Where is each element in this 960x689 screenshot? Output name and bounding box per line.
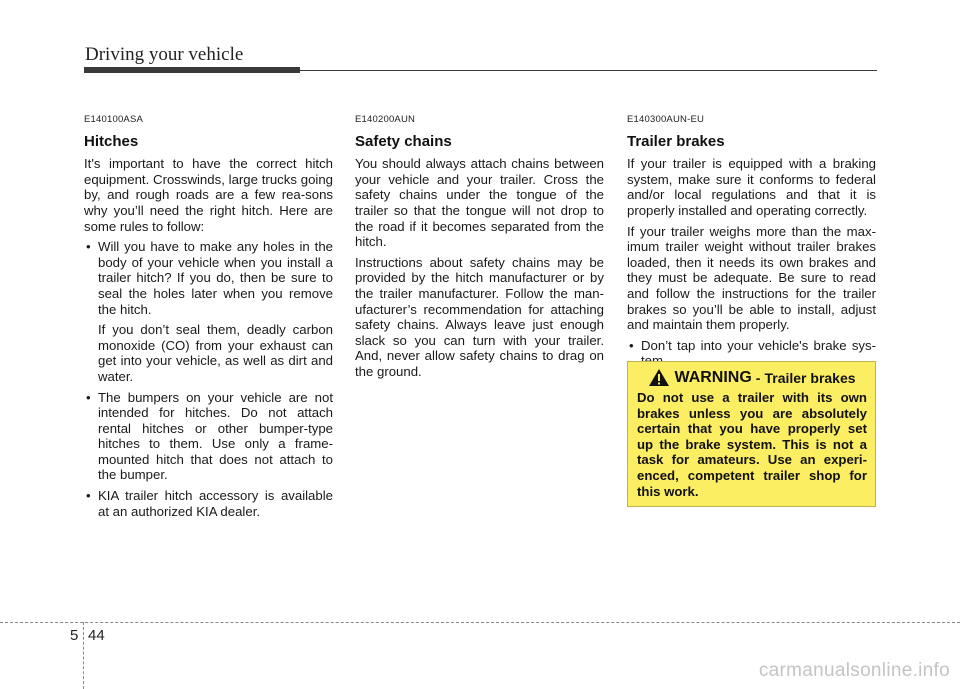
paragraph: It's important to have the correct hitch equipment. Crosswinds, large trucks going by, and rough roads are a few rea-sons why you’ll need the right hitch. Here are some rules to follow: bbox=[84, 156, 333, 234]
paragraph: You should always attach chains between your vehicle and your trailer. Cross the safety chains under the tongue of the trailer so that the tongue will not drop to the road if it becomes separated from the hitch. bbox=[355, 156, 604, 250]
section-heading-trailer-brakes: Trailer brakes bbox=[627, 132, 725, 150]
bullet-item bbox=[84, 390, 333, 484]
bullet-text: Will you have to make any holes in the body of your vehicle when you install a trailer hitch? If you do, then be sure to seal the holes later when you remove the hitch. bbox=[98, 239, 333, 317]
column-safety-chains bbox=[355, 112, 604, 385]
footer-rule bbox=[0, 622, 960, 623]
column-trailer-brakes bbox=[627, 112, 876, 374]
bullet-text: The bumpers on your vehicle are not intended for hitches. Do not attach rental hitches or other bumper-type hitches to them. Use only a frame-mounted hitch that does not attach to the bumper. bbox=[98, 389, 333, 483]
warning-label: WARNING bbox=[674, 368, 752, 386]
warning-triangle-icon bbox=[648, 368, 670, 387]
warning-subtitle: Trailer brakes bbox=[764, 369, 856, 386]
section-heading-hitches: Hitches bbox=[84, 132, 139, 150]
warning-box bbox=[627, 361, 876, 507]
paragraph: Instructions about safety chains may be provided by the hitch manufacturer or by the trailer manufacturer. Follow the man-ufacturer’s recommendation for attaching safety chains. Always leave just enough slack so you can turn with your trailer. And, never allow safety chains to drag on the ground. bbox=[355, 254, 604, 379]
header-rule-thin bbox=[300, 70, 877, 71]
header-rule-thick bbox=[84, 67, 300, 73]
watermark: carmanualsonline.info bbox=[758, 660, 950, 681]
warning-title bbox=[637, 368, 867, 387]
warning-text: Do not use a trailer with its own brakes unless you are absolutely certain that you have properly set up the brake system. This is not a task for amateurs. Use an experi-enced, competent trailer shop for this work. bbox=[637, 390, 867, 499]
section-heading-safety-chains: Safety chains bbox=[355, 132, 452, 150]
bullet-item bbox=[84, 239, 333, 384]
paragraph: If your trailer weighs more than the max-imum trailer weight without trailer brakes loaded, then it needs its own brakes and they must be adequate. Be sure to read and follow the instructions for the trailer brakes so you’ll be able to install, adjust and maintain them properly. bbox=[627, 223, 876, 333]
bullet-list bbox=[84, 239, 333, 519]
paragraph: If your trailer is equipped with a braking system, make sure it conforms to federal and/or local regulations and that it is properly installed and operating correctly. bbox=[627, 156, 876, 218]
column-hitches bbox=[84, 112, 333, 524]
chapter-number: 5 bbox=[70, 627, 79, 644]
section-code: E140100ASA bbox=[84, 114, 144, 125]
bullet-text: Don’t tap into your vehicle's brake sys- bbox=[641, 337, 876, 353]
bullet-text: KIA trailer hitch accessory is available at an authorized KIA dealer. bbox=[98, 488, 333, 519]
header-title: Driving your vehicle bbox=[85, 44, 244, 65]
bullet-item bbox=[84, 488, 333, 519]
warning-dash: - bbox=[755, 369, 761, 386]
bullet-continuation: If you don’t seal them, deadly carbon monoxide (CO) from your exhaust can get into your vehicle, as well as dirt and water. bbox=[98, 322, 333, 384]
section-code: E140200AUN bbox=[355, 114, 416, 125]
section-code: E140300AUN-EU bbox=[627, 114, 705, 125]
page-number: 44 bbox=[88, 627, 105, 644]
